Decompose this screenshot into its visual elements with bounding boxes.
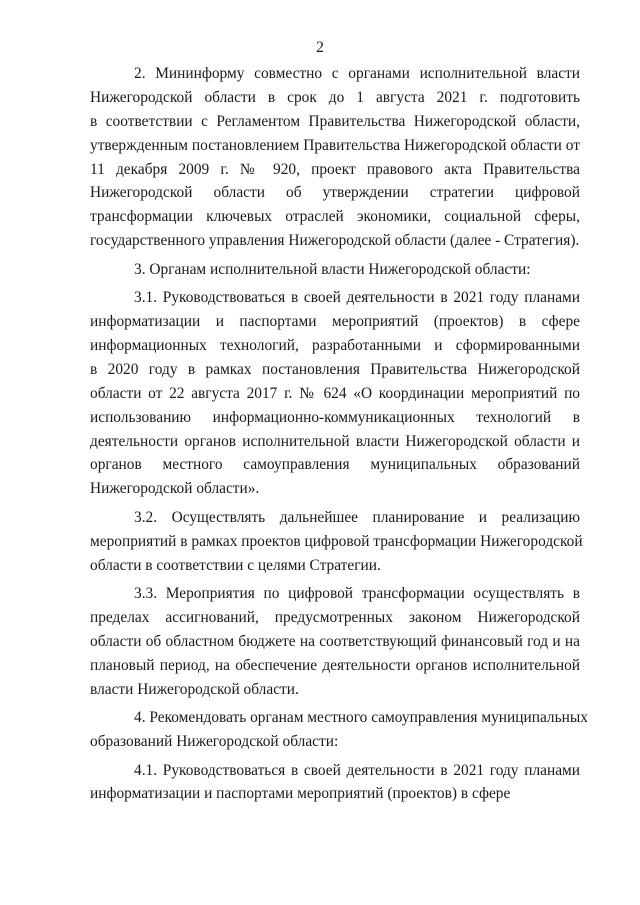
page-number: 2 (316, 39, 324, 56)
paragraph-line: информационных технологий, разработанными и сформированными (90, 336, 580, 354)
paragraph-p3-3 (90, 582, 580, 701)
paragraph-line: 4.1. Руководствоваться в своей деятельности в 2021 году планами (134, 761, 580, 779)
paragraph-line: государственного управления Нижегородской области (далее - Стратегия). (90, 232, 580, 250)
paragraph-line: Нижегородской области». (90, 480, 260, 498)
paragraph-line: 11 декабря 2009 г. № 920, проект правового акта Правительства (90, 160, 580, 178)
paragraph-line: образований Нижегородской области: (90, 733, 339, 751)
document-body (90, 62, 588, 811)
paragraph-line: области в соответствии с целями Стратегии. (90, 556, 381, 574)
paragraph-line: области об областном бюджете на соответствующий финансовый год и на (90, 632, 580, 650)
paragraph-line: Нижегородской области в срок до 1 августа 2021 г. подготовить (90, 88, 580, 106)
paragraph-line: 3.1. Руководствоваться в своей деятельности в 2021 году планами (134, 289, 580, 307)
paragraph-line: Нижегородской области об утверждении стратегии цифровой (90, 184, 580, 202)
paragraph-line: 4. Рекомендовать органам местного самоуправления муниципальных (134, 709, 588, 727)
paragraph-line: деятельности органов исполнительной власти Нижегородской области и (90, 432, 580, 450)
paragraph-p2 (90, 62, 580, 253)
paragraph-line: информатизации и паспортами мероприятий (проектов) в сфере (90, 785, 511, 803)
paragraph-line: органов местного самоуправления муниципальных образований (90, 456, 580, 474)
paragraph-p4-1 (90, 759, 580, 807)
paragraph-line: использованию информационно-коммуникационных технологий в (90, 408, 580, 426)
paragraph-line: 3.3. Мероприятия по цифровой трансформации осуществлять в (134, 585, 580, 603)
paragraph-line: пределах ассигнований, предусмотренных законом Нижегородской (90, 608, 580, 626)
paragraph-p3 (90, 258, 580, 282)
paragraph-line: плановый период, на обеспечение деятельности органов исполнительной (90, 656, 580, 674)
paragraph-line: власти Нижегородской области. (90, 680, 299, 698)
paragraph-line: мероприятий в рамках проектов цифровой трансформации Нижегородской (90, 532, 583, 550)
paragraph-line: информатизации и паспортами мероприятий (проектов) в сфере (90, 313, 580, 331)
paragraph-p4 (90, 706, 588, 754)
paragraph-line: в соответствии с Регламентом Правительства Нижегородской области, (90, 112, 580, 130)
paragraph-line: 3.2. Осуществлять дальнейшее планирование и реализацию (134, 508, 580, 526)
paragraph-p3-1 (90, 286, 580, 501)
paragraph-line: области от 22 августа 2017 г. № 624 «О координации мероприятий по (90, 384, 580, 402)
paragraph-line: утвержденным постановлением Правительства Нижегородской области от (90, 136, 580, 154)
paragraph-p3-2 (90, 506, 583, 578)
paragraph-line: трансформации ключевых отраслей экономики, социальной сферы, (90, 208, 580, 226)
paragraph-line: 2. Мининформу совместно с органами исполнительной власти (134, 65, 580, 82)
paragraph-line: в 2020 году в рамках постановления Правительства Нижегородской (90, 360, 580, 378)
paragraph-line: 3. Органам исполнительной власти Нижегородской области: (134, 260, 531, 278)
